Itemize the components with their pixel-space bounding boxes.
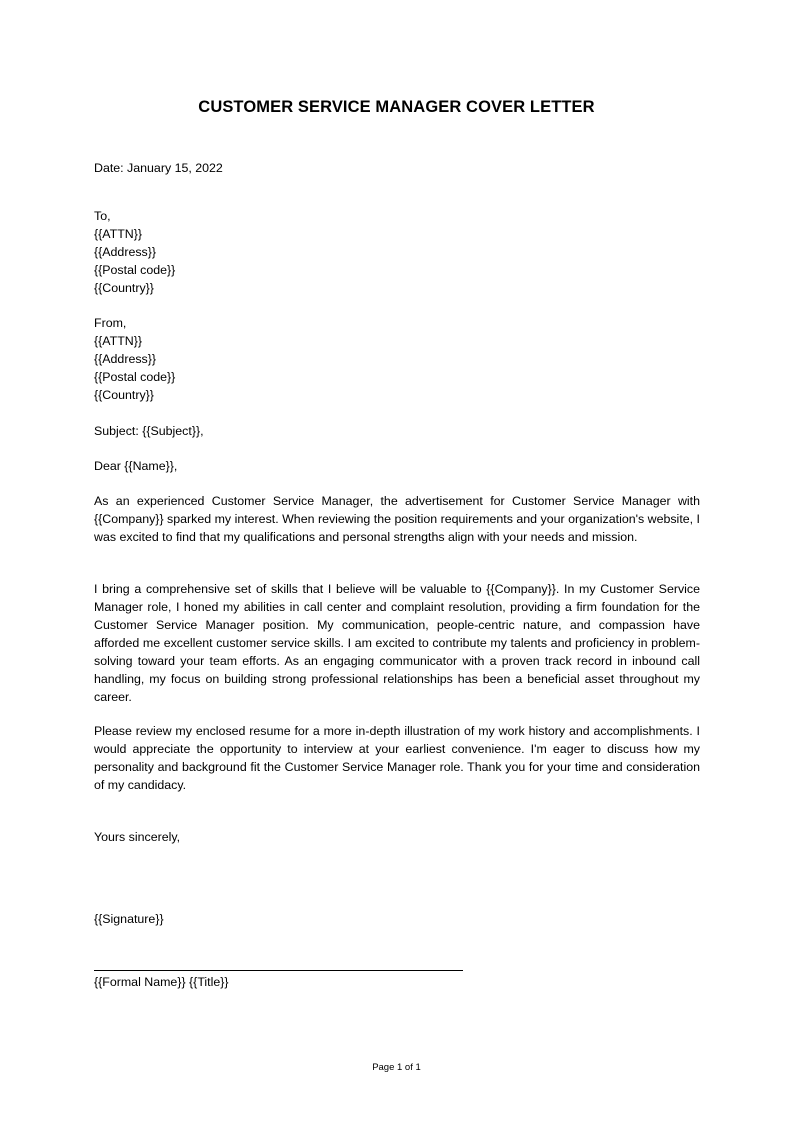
date-line: Date: January 15, 2022 bbox=[94, 161, 223, 175]
body-paragraph-3: Please review my enclosed resume for a more in-depth illustration of my work history and accomplishments. I would appreciate the opportunity to interview at your earliest convenience. I'm eager to discuss how my personality and background fit the Customer Service Manager role. Thank you for your time and consideration of my candidacy. bbox=[94, 724, 700, 792]
subject-line: Subject: {{Subject}}, bbox=[94, 424, 204, 438]
recipient-postal-code: {{Postal code}} bbox=[94, 263, 176, 277]
recipient-country: {{Country}} bbox=[94, 281, 154, 295]
sender-country: {{Country}} bbox=[94, 388, 154, 402]
salutation: Dear {{Name}}, bbox=[94, 459, 178, 473]
body-paragraph-2: I bring a comprehensive set of skills that I believe will be valuable to {{Company}}. In my Customer Service Manager role, I honed my abilities in call center and complaint resolution, providing a firm foundation for the Customer Service Manager position. My communication, people-centric nature, and compassion have afforded me excellent customer service skills. I am excited to contribute my talents and proficiency in problem-solving toward your team efforts. As an engaging communicator with a proven track record in inbound call handling, my focus on building strong professional relationships has been a beneficial asset throughout my career. bbox=[94, 582, 700, 704]
sender-postal-code: {{Postal code}} bbox=[94, 370, 176, 384]
document-title: CUSTOMER SERVICE MANAGER COVER LETTER bbox=[198, 98, 595, 116]
closing: Yours sincerely, bbox=[94, 830, 181, 844]
recipient-block bbox=[94, 207, 700, 297]
sender-attn: {{ATTN}} bbox=[94, 334, 142, 348]
signature-placeholder: {{Signature}} bbox=[94, 912, 164, 926]
page-footer: Page 1 of 1 bbox=[372, 1062, 421, 1073]
sender-heading: From, bbox=[94, 316, 127, 330]
signature-rule bbox=[94, 970, 463, 971]
recipient-attn: {{ATTN}} bbox=[94, 227, 142, 241]
recipient-heading: To, bbox=[94, 209, 111, 223]
recipient-address: {{Address}} bbox=[94, 245, 157, 259]
sender-block bbox=[94, 314, 700, 404]
body-paragraph-1: As an experienced Customer Service Manager, the advertisement for Customer Service Manager with {{Company}} sparked my interest. When reviewing the position requirements and your organization's website, I was excited to find that my qualifications and personal strengths align with your needs and mission. bbox=[94, 494, 700, 544]
sender-address: {{Address}} bbox=[94, 352, 157, 366]
formal-name-title: {{Formal Name}} {{Title}} bbox=[94, 975, 229, 989]
